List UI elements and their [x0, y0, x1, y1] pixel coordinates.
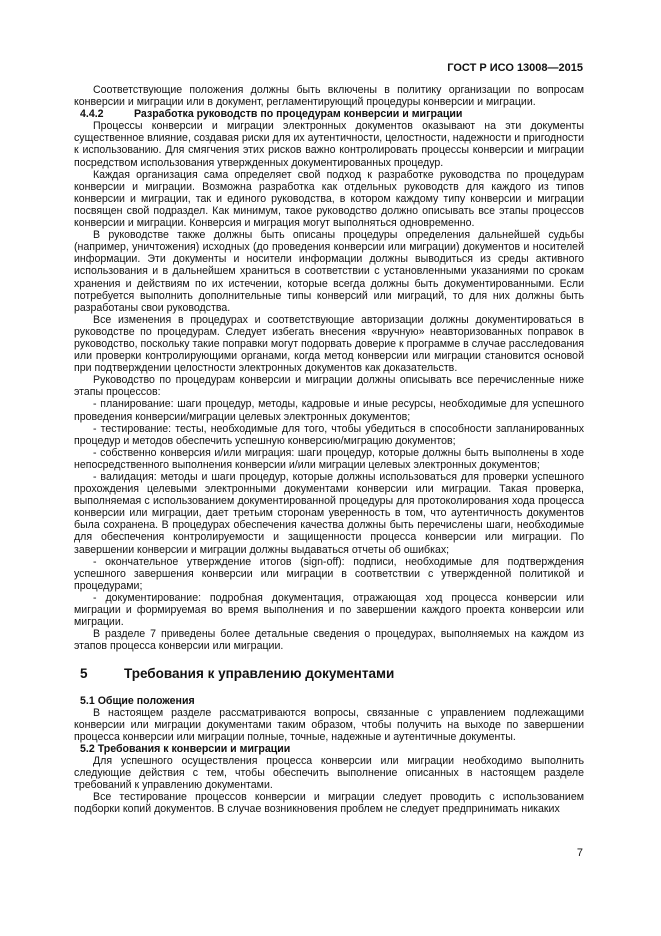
paragraph: Все тестирование процессов конверсии и миграции следует проводить с использованием подборки копий документов. В случае возникновения проблем не следует предпринимать никаких [74, 791, 584, 816]
section-number: 5.2 [80, 742, 95, 755]
section-heading-4-4-2 [74, 108, 584, 120]
document-header: ГОСТ Р ИСО 13008—2015 [447, 62, 583, 74]
paragraph: Руководство по процедурам конверсии и миграции должны описывать все перечисленные ниже этапы процессов: [74, 374, 584, 399]
list-item: - окончательное утверждение итогов (sign-off): подписи, необходимые для подтверждения успешного завершения конверсии или миграции в соответствии с утвержденной политикой и процедурами; [74, 555, 584, 592]
section-title: Требования к конверсии и миграции [97, 742, 291, 755]
section-heading-5-1 [74, 695, 584, 707]
list-item: - тестирование: тесты, необходимые для того, чтобы убедиться в способности запланированных процедур и методов обеспечить успешную конверсию/миграцию документов; [74, 422, 584, 447]
page-content [74, 84, 584, 815]
paragraph: В настоящем разделе рассматриваются вопросы, связанные с управлением подлежащими конверсии или миграции документами таким образом, чтобы получить на выходе по завершении процесса конверсии или миграции полные, точные, надежные и аутентичные документы. [74, 706, 584, 743]
page-number: 7 [576, 847, 583, 859]
section-heading-5-2 [74, 743, 584, 755]
section-heading-5 [74, 668, 584, 680]
list-item: - планирование: шаги процедур, методы, кадровые и иные ресурсы, необходимые для успешного проведения конверсии/миграции целевых электронных документов; [74, 398, 584, 423]
section-title: Общие положения [97, 694, 195, 707]
paragraph: Каждая организация сама определяет свой подход к разработке руководства по процедурам конверсии и миграции. Возможна разработка как отдельных руководств для каждого из типов конверсии и миграции, так и единого руководства, в котором каждому типу конверсии и миграции посвящен свой подраздел. Как минимум, такое руководство должно описывать все этапы процессов конверсии и миграции. Конверсия и миграция могут выполняться одновременно. [74, 168, 584, 230]
paragraph: Процессы конверсии и миграции электронных документов оказывают на эти документы существенное влияние, создавая риски для их аутентичности, целостности, надежности и пригодности к использованию. Для смягчения этих рисков важно контролировать процессы конверсии и миграции посредством использования утвержденных документированных процедур. [74, 120, 584, 169]
section-number: 5.1 [80, 694, 95, 707]
section-number: 5 [80, 666, 88, 682]
list-item: - валидация: методы и шаги процедур, которые должны использоваться для проверки успешного прохождения целевыми электронными документами конверсии или миграции. Такая проверка, выполняемая с использованием документированной процедуры для протоколирования хода процесса конверсии или миграции, дает третьим сторонам уверенность в том, что аутентичность документов была сохранена. В процедурах обеспечения качества должны быть перечислены шаги, необходимые для обеспечения контролируемости и защищенности процесса конверсии или миграции. По завершении конверсии и миграции должны выдаваться отчеты об ошибках; [74, 471, 584, 556]
section-title: Требования к управлению документами [124, 666, 395, 682]
paragraph: В руководстве также должны быть описаны процедуры определения дальнейшей судьбы (например, уничтожения) исходных (до проведения конверсии или миграции) документов и носителей информации. Эти документы и носители информации должны выводиться из среды активного использования и в дальнейшем храниться в соответствии с установленными указаниями по срокам хранения и действиям по их истечении, которые всегда должны быть документированными. Если потребуется выполнить дополнительные типы конверсий или миграций, то для них должны быть разработаны свои руководства. [74, 229, 584, 314]
list-item: - документирование: подробная документация, отражающая ход процесса конверсии или миграции и формируемая во время выполнения и по завершении каждого проекта конверсии или миграции. [74, 591, 584, 629]
list-item: - собственно конверсия и/или миграция: шаги процедур, которые должны быть выполнены в ходе непосредственного выполнения конверсии и/или миграции целевых электронных документов; [74, 446, 584, 471]
paragraph: Для успешного осуществления процесса конверсии или миграции необходимо выполнить следующие действия с тем, чтобы обеспечить выполнение описанных в настоящем разделе требований к управлению документами. [74, 754, 584, 792]
paragraph: Соответствующие положения должны быть включены в политику организации по вопросам конверсии и миграции или в документ, регламентирующий процедуры конверсии и миграции. [74, 84, 584, 109]
section-number: 4.4.2 [80, 108, 104, 121]
section-title: Разработка руководств по процедурам конверсии и миграции [134, 108, 463, 121]
paragraph: В разделе 7 приведены более детальные сведения о процедурах, выполняемых на каждом из этапов процесса конверсии или миграции. [74, 628, 584, 653]
paragraph: Все изменения в процедурах и соответствующие авторизации должны документироваться в руководстве по процедурам. Следует избегать внесения «вручную» неавторизованных поправок в руководство, поскольку такие поправки могут подорвать доверие к программе в случае расследования или проверки контролирующими органами, когда метод конверсии или миграции становится основой при подтверждении целостности электронных документов как доказательств. [74, 313, 584, 375]
